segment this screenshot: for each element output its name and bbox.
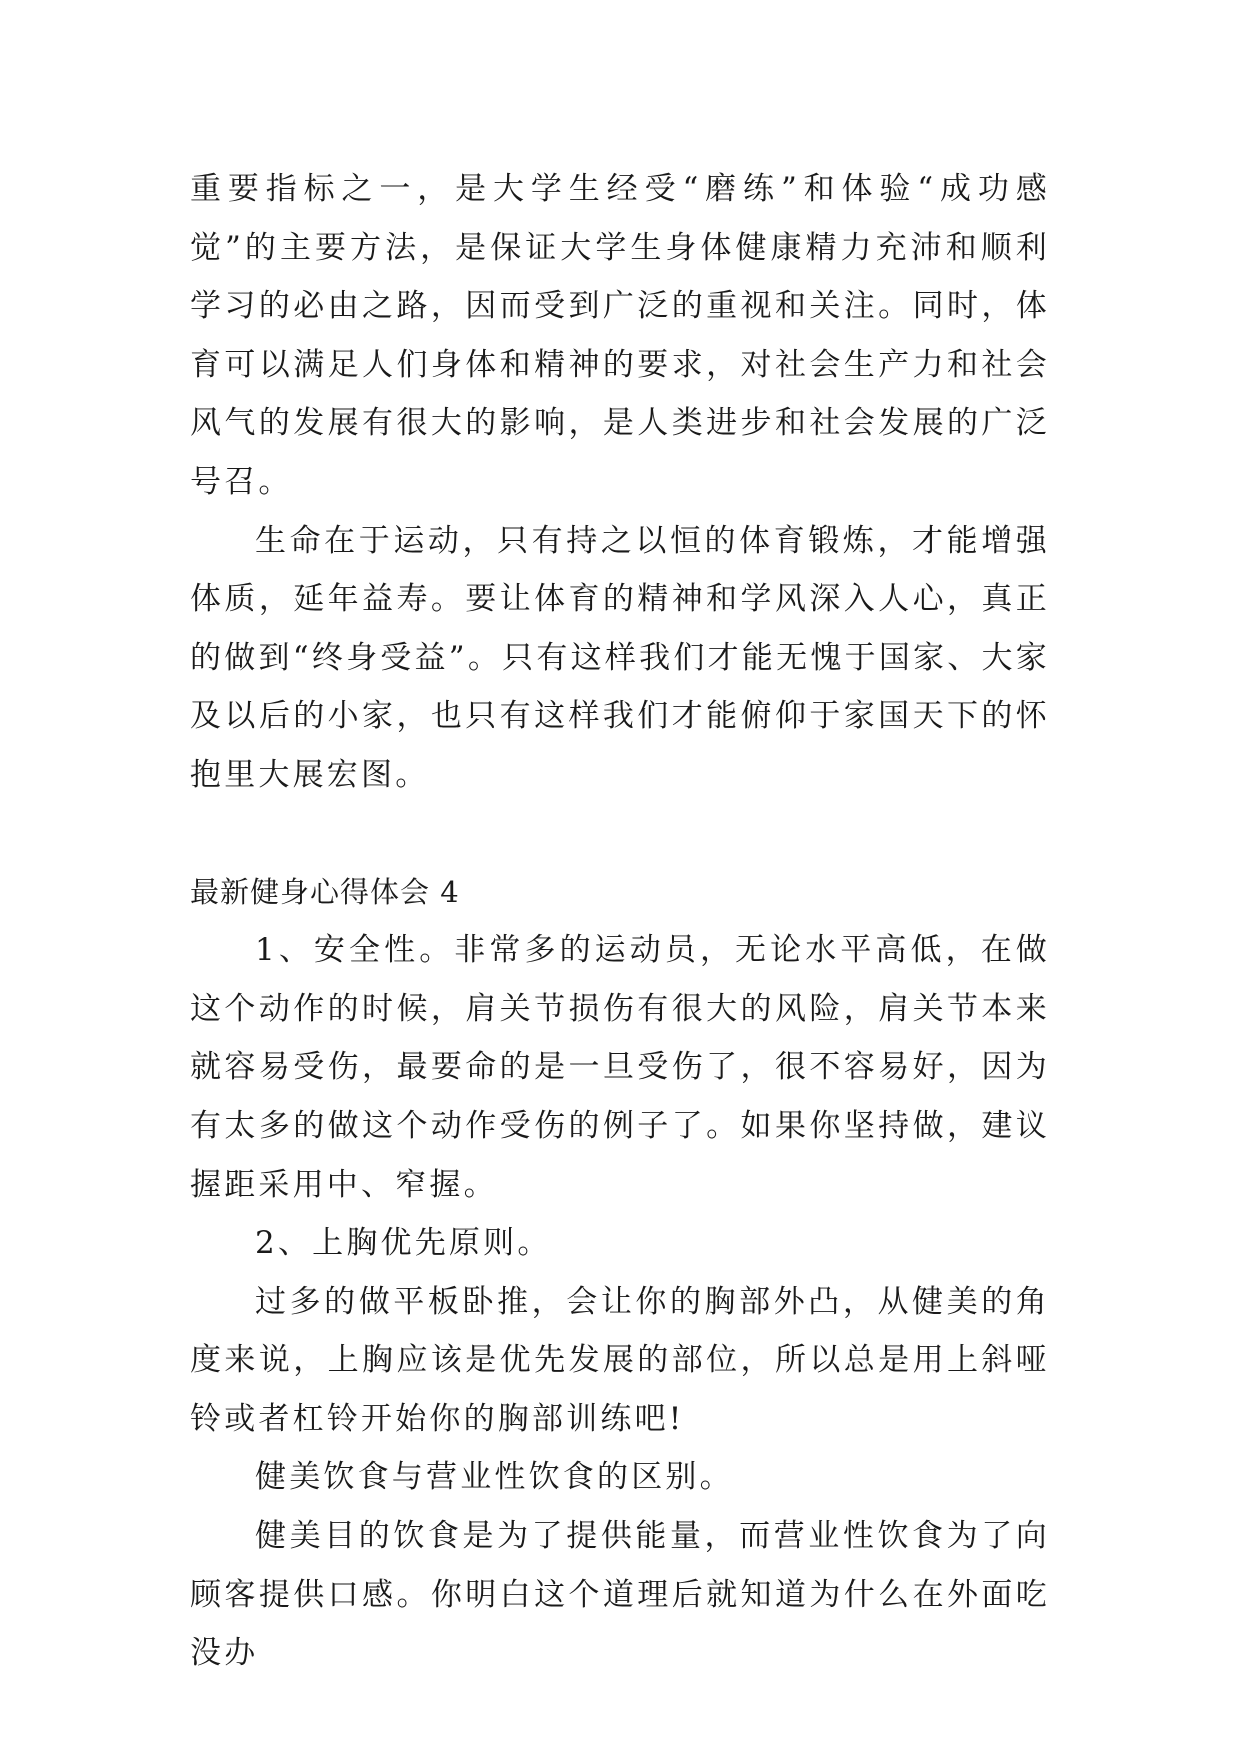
section-heading: 最新健身心得体会 4 [190,874,460,909]
paragraph: 过多的做平板卧推，会让你的胸部外凸，从健美的角度来说，上胸应该是优先发展的部位，所以总是用上斜哑铃或者杠铃开始你的胸部训练吧! [190,1283,1050,1437]
document-body [190,160,1050,1683]
paragraph: 健美目的饮食是为了提供能量，而营业性饮食为了向顾客提供口感。你明白这个道理后就知道为什么在外面吃没办 [190,1518,1050,1672]
paragraph: 2、上胸优先原则。 [255,1225,552,1262]
paragraph: 健美饮食与营业性饮食的区别。 [255,1459,734,1496]
paragraph: 1、安全性。非常多的运动员，无论水平高低，在做这个动作的时候，肩关节损伤有很大的风险，肩关节本来就容易受伤，最要命的是一旦受伤了，很不容易好，因为有太多的做这个动作受伤的例子了。如果你坚持做，建议握距采用中、窄握。 [190,932,1050,1203]
paragraph: 重要指标之一，是大学生经受“磨练”和体验“成功感觉”的主要方法，是保证大学生身体健康精力充沛和顺利学习的必由之路，因而受到广泛的重视和关注。同时，体育可以满足人们身体和精神的要求，对社会生产力和社会风气的发展有很大的影响，是人类进步和社会发展的广泛号召。 [190,171,1050,500]
paragraph: 生命在于运动，只有持之以恒的体育锻炼，才能增强体质，延年益寿。要让体育的精神和学风深入人心，真正的做到“终身受益”。只有这样我们才能无愧于国家、大家及以后的小家，也只有这样我们才能俯仰于家国天下的怀抱里大展宏图。 [190,522,1050,793]
